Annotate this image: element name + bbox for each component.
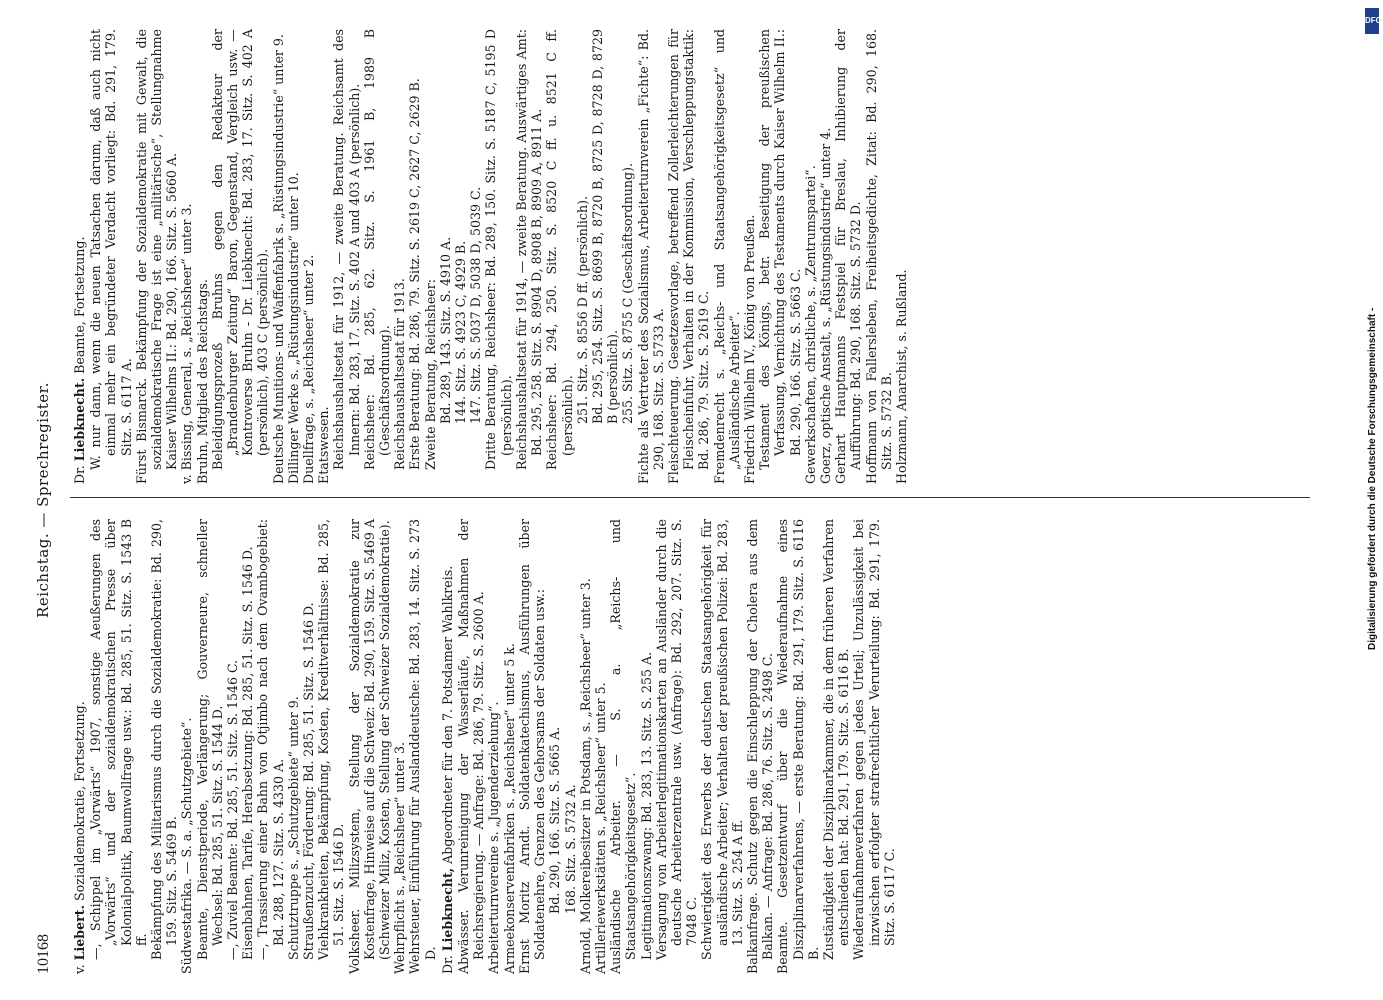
index-entry: Holzmann, Anarchist, s. Rußland. [893, 269, 909, 484]
index-entry: Deutsche Munitions- und Waffenfabrik s. „Rüstungsindustrie“ unter 9. [270, 34, 286, 484]
column-divider [70, 497, 1310, 498]
speaker-topic: Sozialdemokratie, Fortsetzung. [72, 701, 87, 902]
index-subentry: Viehkrankheiten, Bekämpfung, Kosten, Kreditverhältnisse: Bd. 285, 51. Sitz. S. 1546 D. [316, 519, 347, 960]
index-subentry: Schwierigkeit des Erwerbs der deutschen Staatsangehörigkeit für ausländische Arbeiter; Verhalten der preußischen Polizei: Bd. 283, 13. Sitz. S. 254 A ff. [699, 519, 745, 960]
index-subentry: Bd. 295, 254. Sitz. S. 8699 B, 8720 B, 8725 D, 8728 D, 8729 B (persönlich). [589, 29, 621, 424]
index-subentry: Zweite Beratung, Reichsheer: [422, 279, 438, 470]
index-entry: Südwestafrika. — S. a. „Schutzgebiete“. [179, 717, 195, 974]
left-column [70, 519, 897, 974]
index-entry: v. Bissing, General, s. „Reichsheer“ unter 3. [179, 203, 195, 484]
index-subentry: Bekämpfung des Militarismus durch die Sozialdemokratie: Bd. 290, 159. Sitz. S. 5469 B. [149, 519, 180, 960]
index-subentry: Eisenbahnen, Tarife, Herabsetzung: Bd. 285, 51. Sitz. S. 1546 D. [240, 546, 256, 960]
index-entry: Goerz, optische Anstalt, s. „Rüstungsindustrie“ unter 4. [817, 127, 833, 484]
right-column [70, 29, 909, 484]
speaker-name: Liebknecht. [72, 377, 87, 462]
rotated-page [30, 20, 1330, 980]
speaker-name: Liebknecht, [439, 867, 455, 952]
index-subentry: Testament des Königs, betr. Beseitigung der preußischen Verfassung, Vernichtung des Testaments durch Kaiser Wilhelm II.: Bd. 290, 166. Sitz. S. 5663 C. [757, 29, 803, 470]
index-subentry: 255. Sitz. S. 8755 C (Geschäftsordnung). [620, 162, 636, 424]
index-subentry: 144. Sitz. S. 4923 C, 4929 B. [453, 240, 469, 424]
page-number: 10168 [35, 934, 52, 974]
index-entry: Volksheer. Milizsystem, Stellung der Sozialdemokratie zur Kostenfrage, Hinweise auf die Schweiz: Bd. 290, 159. Sitz. S. 5469 A (Schweizer Miliz, Kosten, Stellung der Schweizer Sozialdemokratie). [346, 519, 393, 974]
index-entry: Ausländische Arbeiter. — S. a. „Reichs- und Staatsangehörigkeitsgesetz“. [608, 519, 639, 974]
index-subentry: —, Trassierung einer Bahn von Otjimbo nach dem Ovambogebiet: Bd. 288, 127. Sitz. S. 4330 A. [255, 519, 286, 960]
index-subentry: —, Zuviel Beamte: Bd. 285, 51. Sitz. S. 1546 C. [225, 659, 241, 960]
index-entry: Etatswesen. [316, 406, 332, 484]
index-subentry: Zuständigkeit der Disziplinarkammer, die in dem früheren Verfahren entschieden hat: Bd. 291, 179. Sitz. S. 6116 B. [820, 519, 852, 960]
index-entry: Bruhn, Mitglied des Reichstags. [194, 279, 210, 484]
index-entry: Duellfrage, s. „Reichsheer“ unter 2. [301, 254, 317, 484]
index-subentry: Reichshaushaltsetat für 1912, — zweite Beratung. Reichsamt des Innern: Bd. 283, 17. Sitz. S. 402 A und 403 A (persönlich). [331, 29, 362, 470]
index-subentry: —, Schippel im „Vorwärts“ 1907, sonstige Aeußerungen des „Vorwärts“ und der sozialdemokratischen Presse über Kolonialpolitik, Baumwollfrage usw.: Bd. 285, 51. Sitz. S. 1543 B ff. [88, 519, 149, 960]
index-entry: Ernst Moritz Arndt. Soldatenkatechismus, Ausführungen über Soldatenehre, Grenzen des Gehorsams der Soldaten usw.: [516, 519, 548, 974]
index-subentry: 168. Sitz. S. 5732 A. [562, 784, 578, 914]
index-entry: Gewerkschaften, christliche, s. „Zentrumspartei“. [802, 165, 818, 484]
speaker-topic: Abgeordneter für den 7. Potsdamer Wahlkreis. [439, 565, 455, 864]
index-entry: Hoffmann von Fallersleben, Freiheitsgedichte, Zitat: Bd. 290, 168. Sitz. S. 5732 B. [863, 29, 894, 484]
speaker-prefix: Dr. [72, 465, 87, 484]
index-entry: Arbeiterturnvereine s. „Jugenderziehung“. [486, 701, 502, 974]
index-entry: Fremdenrecht s. „Reichs- und Staatsangehörigkeitsgesetz“ und „Ausländische Arbeiter“. [711, 29, 742, 484]
speaker-topic: Beamte, Fortsetzung. [72, 236, 87, 374]
speaker-name: Liebert. [72, 905, 87, 961]
index-subentry: Reichshaushaltsetat für 1914, — zweite Beratung. Auswärtiges Amt: Bd. 295, 258. Sitz. S. 8904 D, 8908 B, 8909 A, 8911 A. [513, 29, 545, 470]
index-entry: Dillinger Werke s. „Rüstungsindustrie“ unter 10. [285, 172, 301, 484]
index-entry: Balkanfrage. Schutz gegen die Einschleppung der Cholera aus dem Balkan. — Anfrage: Bd. 286, 76. Sitz. S. 2498 C. [744, 519, 776, 974]
index-subentry: Reichshaushaltsetat für 1913. [392, 278, 408, 470]
speaker-heading [72, 519, 87, 974]
index-subentry: Erste Beratung: Bd. 286, 79. Sitz. S. 2619 C, 2627 C, 2629 B. [407, 78, 423, 470]
index-entry: Beamte. Gesetzentwurf über die Wiederaufnahme eines Disziplinarverfahrens, — erste Beratung: Bd. 291, 179. Sitz. S. 6116 B. [775, 519, 821, 974]
index-entry: Fleischteuerung. Gesetzesvorlage, betreffend Zollerleichterungen für Fleischeinfuhr, Verhalten in der Kommission, Verschleppungstaktik: Bd. 286, 79. Sitz. S. 2619 C. [665, 29, 712, 484]
index-entry: Arnold, Molkereibesitzer in Potsdam, s. „Reichsheer“ unter 3. [577, 578, 593, 974]
index-entry: Fichte als Vertreter des Sozialismus, Arbeiterturnverein „Fichte“: Bd. 290, 168. Sitz. S. 5733 A. [635, 29, 666, 484]
index-subentry: Dritte Beratung, Reichsheer: Bd. 289, 150. Sitz. S. 5187 C, 5195 D (persönlich). [483, 29, 514, 470]
index-subentry: Bd. 290, 166. Sitz. S. 5665 A. [547, 726, 563, 914]
index-subentry: Legitimationszwang: Bd. 283, 13. Sitz. S. 255 A. [638, 651, 654, 960]
page-header [36, 20, 58, 980]
index-subentry: Beleidigungsprozeß Bruhns gegen den Redakteur der „Brandenburger Zeitung“ Baron, Gegenstand, Vergleich usw. — Kontroverse Bruhn - Dr. Liebknecht: Bd. 283, 17. Sitz. S. 402 A (persönlich), 403 C (persönlich). [209, 29, 271, 470]
speaker-prefix: Dr. [439, 955, 455, 974]
speaker-prefix: v. [72, 964, 87, 974]
index-subentry: Versagung von Arbeiterlegitimationskarten an Ausländer durch die deutsche Arbeiterzentrale usw. (Anfrage): Bd. 292, 207. Sitz. S. 7048 C. [653, 519, 700, 960]
index-entry: Abwässer. Verunreinigung der Wasserläufe, Maßnahmen der Reichsregierung. — Anfrage: Bd. 286, 79. Sitz. S. 2600 A. [456, 519, 487, 974]
dfg-logo: DFG [1365, 8, 1379, 34]
speaker-heading [440, 519, 455, 974]
index-entry: Gerhart Hauptmanns Festspiel für Breslau, Inhibierung der Aufführung: Bd. 290, 168. Sitz. S. 5732 D. [833, 29, 864, 484]
index-subentry: Wiederaufnahmeverfahren gegen jedes Urteil; Unzulässigkeit bei inzwischen erfolgter strafrechtlicher Verurteilung: Bd. 291, 179. Sitz. S. 6117 C. [851, 519, 897, 960]
running-title: Reichstag. — Sprechregister. [34, 382, 52, 618]
index-subentry: Beamte, Dienstperiode, Verlängerung; Gouverneure, schneller Wechsel: Bd. 285, 51. Sitz. S. 1544 D. [194, 519, 225, 960]
index-entry: Friedrich Wilhelm IV., König von Preußen. [741, 214, 757, 484]
speaker-heading [72, 29, 87, 484]
index-subentry: Bd. 289, 143. Sitz. S. 4910 A. [437, 236, 453, 424]
index-subentry: Schutztruppe s. „Schutzgebiete“ unter 9. [285, 696, 301, 960]
index-subentry: 251. Sitz. S. 8556 D ff. (persönlich). [574, 196, 590, 424]
index-entry: Armeekonservenfabriken s. „Reichsheer“ unter 5 k. [501, 643, 517, 974]
index-entry: Wehrsteuer, Einführung für Auslanddeutsche: Bd. 283, 14. Sitz. S. 273 D. [407, 519, 438, 974]
digitization-credit: Digitalisierung gefördert durch die Deutsche Forschungsgemeinschaft - [1367, 307, 1378, 650]
index-subentry: Reichsheer: Bd. 294, 250. Sitz. S. 8520 C ff. u. 8521 C ff. (persönlich). [544, 29, 575, 470]
index-subentry: Straußenzucht, Förderung: Bd. 285, 51. Sitz. S. 1546 D. [301, 602, 317, 960]
page-content [30, 20, 1330, 980]
index-subentry: W. nur dann, wenn die neuen Tatsachen darum, daß auch nicht einmal mehr ein begründeter Verdacht vorliegt: Bd. 291, 179. Sitz. S. 6117 A. [88, 29, 134, 470]
index-subentry: 147. Sitz. S. 5037 D, 5038 D, 5039 C. [468, 186, 484, 424]
index-entry: Fürst Bismarck. Bekämpfung der Sozialdemokratie mit Gewalt, die sozialdemokratische Frage ist eine „militärische“, Stellungnahme Kaiser Wilhelms II.: Bd. 290, 166. Sitz. S. 5660 A. [133, 29, 180, 484]
index-subentry: Reichsheer: Bd. 285, 62. Sitz. S. 1961 B, 1989 B (Geschäftsordnung). [361, 29, 393, 470]
index-entry: Wehrpflicht s. „Reichsheer“ unter 3. [392, 741, 408, 974]
index-entry: Artilleriewerkstätten s. „Reichsheer“ unter 5. [592, 682, 608, 974]
digitization-sidebar [1357, 10, 1377, 670]
